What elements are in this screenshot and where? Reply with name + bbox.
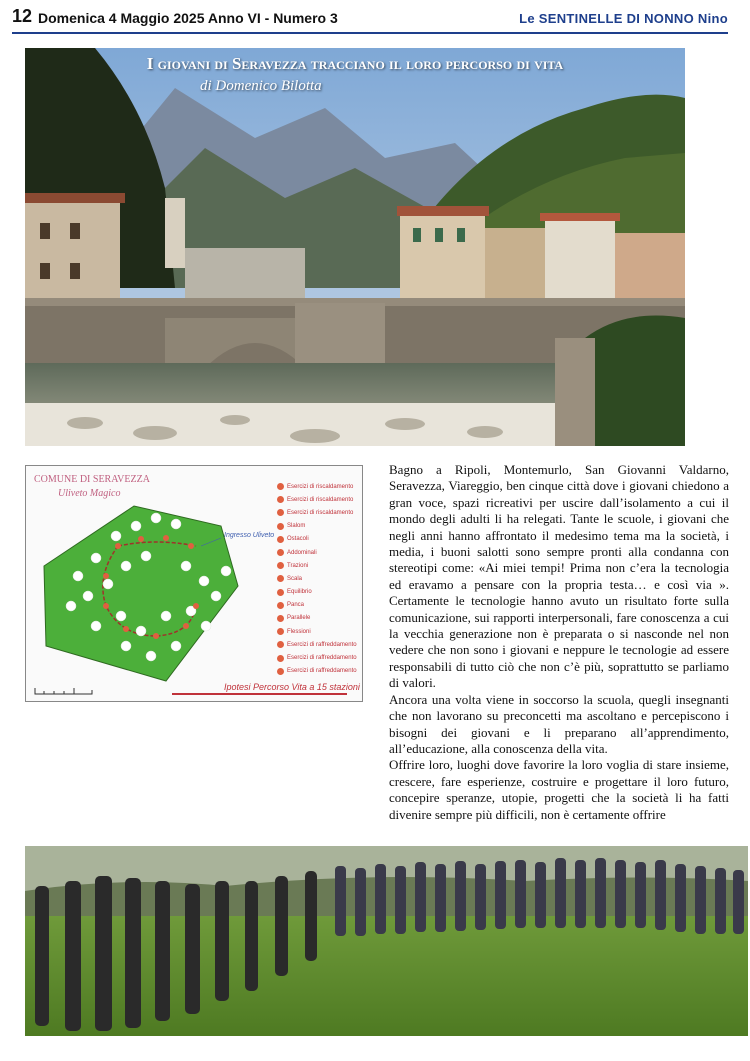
legend-item	[277, 480, 361, 493]
legend-item	[277, 520, 361, 533]
station-marker-icon	[277, 641, 284, 648]
article-title: I giovani di Seravezza tracciano il loro percorso di vita	[146, 54, 564, 73]
legend-label: Esercizi di riscaldamento	[287, 496, 354, 503]
station-marker-icon	[277, 549, 284, 556]
legend-item	[277, 638, 361, 651]
students-group-photo	[25, 846, 748, 1036]
map-entrance-label: Ingresso Uliveto	[224, 532, 275, 539]
station-marker-icon	[277, 523, 284, 530]
route-map	[25, 465, 363, 702]
map-municipality: COMUNE DI SERAVEZZA	[34, 474, 150, 485]
legend-item	[277, 586, 361, 599]
legend-label: Slalom	[287, 523, 306, 530]
legend-item	[277, 665, 361, 678]
article-paragraph: Offrire loro, luoghi dove favorire la loro voglia di stare insieme, crescere, fare esperienze, costruire e progettare il loro futuro, concepire speranze, utopie, progetti che la società li ha fatti divenire sempre più difficili, non è certamente offrire	[389, 757, 729, 822]
students-in-grove-image	[25, 846, 748, 1036]
station-marker-icon	[277, 562, 284, 569]
map-place-name: Uliveto Magico	[58, 488, 121, 499]
station-marker-icon	[277, 628, 284, 635]
legend-label: Addominali	[287, 549, 317, 556]
page-number: 12	[12, 6, 33, 26]
legend-item	[277, 572, 361, 585]
legend-item	[277, 612, 361, 625]
seravezza-landscape-image	[25, 48, 685, 446]
legend-item	[277, 625, 361, 638]
legend-label: Esercizi di riscaldamento	[287, 509, 354, 516]
legend-label: Equilibrio	[287, 589, 312, 596]
station-marker-icon	[277, 668, 284, 675]
legend-label: Flessioni	[287, 628, 311, 635]
station-marker-icon	[277, 575, 284, 582]
article-author: di Domenico Bilotta	[200, 78, 322, 94]
legend-label: Esercizi di riscaldamento	[287, 483, 354, 490]
station-marker-icon	[277, 615, 284, 622]
legend-label: Panca	[287, 602, 305, 609]
article-paragraph: Bagno a Ripoli, Montemurlo, San Giovanni Valdarno, Seravezza, Viareggio, ben cinque città dove i giovani chiedono a gran voce, spazi ricreativi per uscire dall’isolamento a cui il mondo degli adulti li ha relegati. Tante le scuole, i giovani che negli anni hanno affrontato il medesimo tema ma la società, i media, i buoni salotti sono sempre pronti alla condanna con stereotipi come: «Ai miei tempi! Prima non c’era la tecnologia ed eravamo a pensare con la propria testa… e così via ». Certamente le tecnologie hanno avuto un risultato forte sulla comunicazione, sui rapporti interpersonali, fare conoscenza a cui la vecchia generazione non è preparata o si nasconde nel non vedere che non sono i giovani e neppure le tecnologie ad essere responsabili di tutto ciò che non c’è più, soprattutto se parliamo di valori.	[389, 462, 729, 691]
station-marker-icon	[277, 602, 284, 609]
station-marker-icon	[277, 509, 284, 516]
legend-item	[277, 506, 361, 519]
station-marker-icon	[277, 536, 284, 543]
station-marker-icon	[277, 655, 284, 662]
legend-item	[277, 546, 361, 559]
station-marker-icon	[277, 496, 284, 503]
legend-label: Esercizi di raffreddamento	[287, 668, 357, 675]
station-marker-icon	[277, 483, 284, 490]
scale-bar-icon	[34, 686, 94, 696]
article-paragraph: Ancora una volta viene in soccorso la scuola, quegli insegnanti che non lavorano su preconcetti ma ascoltano e percepiscono i bisogni dei giovani e li preparano all’apprendimento, all’educazione, alla conoscenza della vita.	[389, 691, 729, 756]
legend-item	[277, 651, 361, 664]
legend-item	[277, 599, 361, 612]
article-body	[389, 462, 729, 823]
legend-label: Esercizi di raffreddamento	[287, 655, 357, 662]
legend-label: Scala	[287, 575, 303, 582]
masthead: Le SENTINELLE DI NONNO Nino	[519, 11, 728, 26]
legend-label: Esercizi di raffreddamento	[287, 641, 357, 648]
legend-label: Trazioni	[287, 562, 309, 569]
route-line-sample	[172, 693, 347, 695]
page-header	[12, 6, 728, 34]
hero-photo	[25, 48, 685, 446]
station-marker-icon	[277, 589, 284, 596]
map-caption: Ipotesi Percorso Vita a 15 stazioni	[224, 682, 360, 692]
date-line: Domenica 4 Maggio 2025 Anno VI - Numero 3	[38, 10, 338, 26]
legend-label: Parallele	[287, 615, 311, 622]
legend-label: Ostacoli	[287, 536, 309, 543]
header-rule	[12, 32, 728, 34]
legend-item	[277, 493, 361, 506]
legend-item	[277, 533, 361, 546]
legend-item	[277, 559, 361, 572]
map-legend	[277, 480, 361, 678]
